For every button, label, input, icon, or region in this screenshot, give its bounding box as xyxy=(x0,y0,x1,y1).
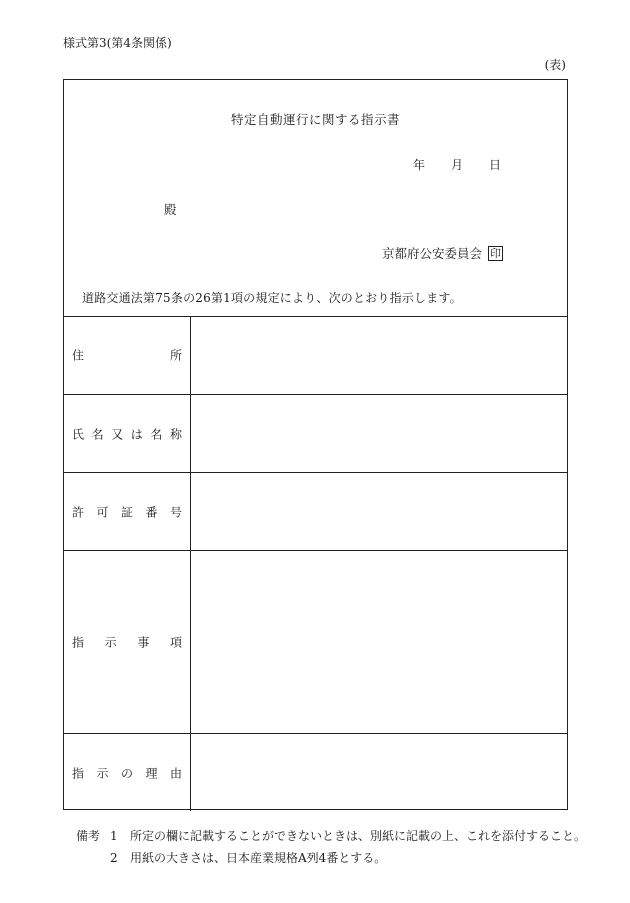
intro-text: 道路交通法第75条の26第1項の規定により、次のとおり指示します。 xyxy=(82,291,462,305)
field-value-address xyxy=(191,316,567,394)
remark-number: 1 xyxy=(110,829,118,843)
field-value-reason xyxy=(191,734,567,811)
document-frame xyxy=(63,79,568,810)
document-title: 特定自動運行に関する指示書 xyxy=(230,112,400,127)
date-line xyxy=(413,156,501,173)
side-indicator: (表) xyxy=(544,58,566,72)
field-label-name: 氏名又は名称 xyxy=(72,427,182,441)
seal-mark: 印 xyxy=(490,246,501,260)
addressee: 殿 xyxy=(164,202,177,217)
date-day: 日 xyxy=(488,158,501,172)
field-label-instructions: 指示事項 xyxy=(72,635,182,650)
form-number-label: 様式第3(第4条関係) xyxy=(63,36,172,50)
remarks xyxy=(76,825,586,869)
field-value-instructions xyxy=(191,551,567,733)
field-row-name xyxy=(64,395,567,473)
remark-item xyxy=(76,825,586,847)
form-fields xyxy=(64,316,567,811)
field-label-address: 住所 xyxy=(72,348,182,363)
field-row-permit-number xyxy=(64,473,567,551)
field-label-permit-number: 許可証番号 xyxy=(72,505,182,519)
date-year: 年 xyxy=(412,158,425,172)
remark-item xyxy=(76,847,586,869)
issuer-name: 京都府公安委員会 xyxy=(381,246,482,261)
remark-text: 所定の欄に記載することができないときは、別紙に記載の上、これを添付すること。 xyxy=(130,829,587,843)
field-row-reason xyxy=(64,734,567,811)
issuer-line xyxy=(382,244,503,262)
document-header xyxy=(64,80,567,317)
field-value-name xyxy=(191,395,567,472)
date-month: 月 xyxy=(450,158,463,172)
remark-number: 2 xyxy=(110,851,118,865)
field-row-instructions xyxy=(64,551,567,734)
field-value-permit-number xyxy=(191,473,567,550)
field-label-reason: 指示の理由 xyxy=(72,766,182,780)
remarks-heading: 備考 xyxy=(76,829,101,843)
remark-text: 用紙の大きさは、日本産業規格A列4番とする。 xyxy=(130,851,387,865)
field-row-address xyxy=(64,316,567,395)
